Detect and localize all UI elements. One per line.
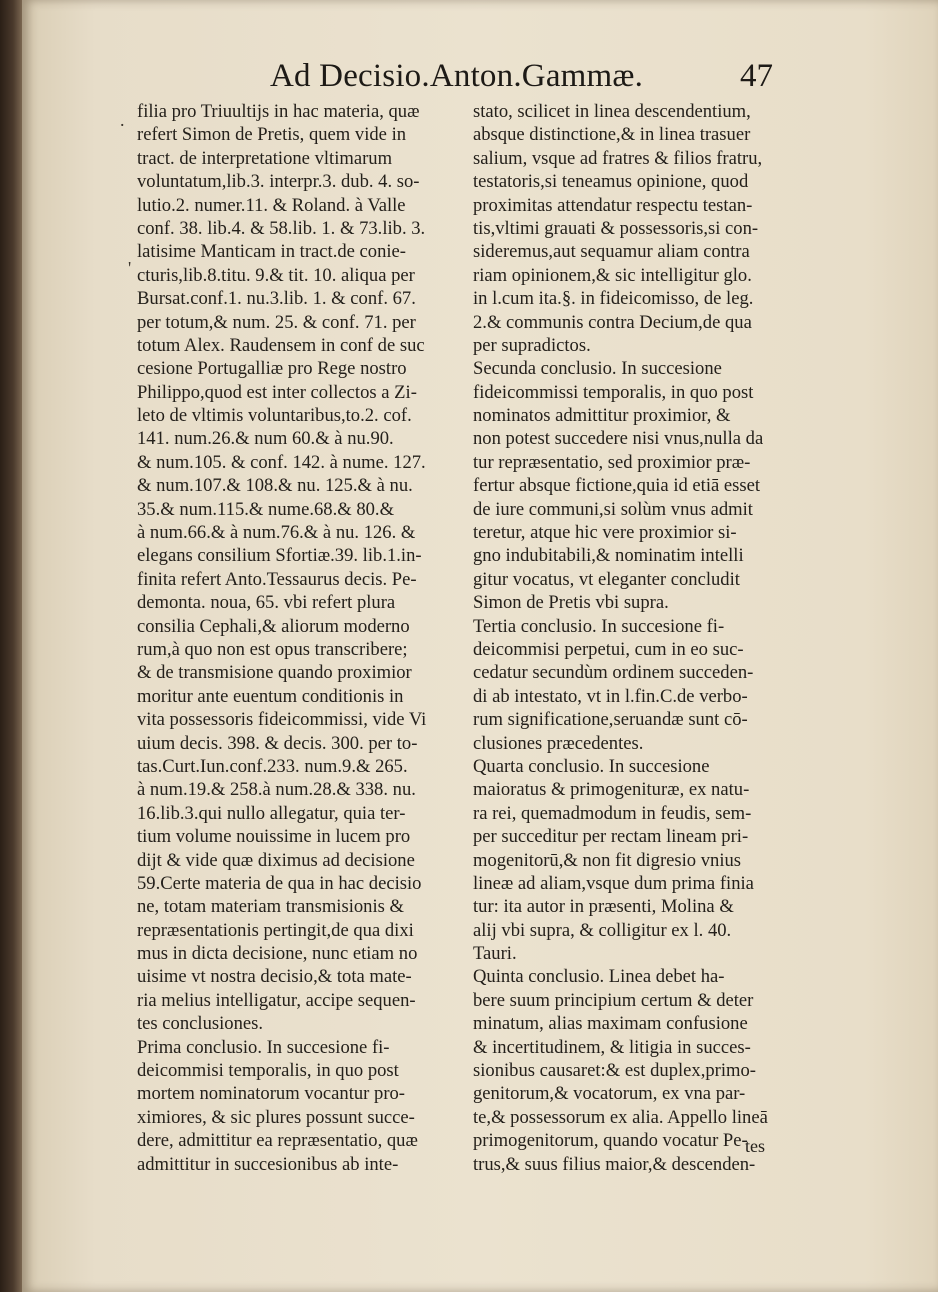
catchword: tes	[745, 1136, 765, 1156]
text-line: & num.105. & conf. 142. à nume. 127.	[137, 451, 426, 473]
text-line: admittitur in succesionibus ab inte-	[137, 1153, 399, 1175]
text-line: teretur, atque hic vere proximior si-	[473, 522, 737, 544]
text-line: tur repræsentatio, sed proximior præ-	[473, 451, 751, 473]
text-line: 35.& num.115.& nume.68.& 80.&	[137, 498, 395, 520]
text-line: per supradictos.	[473, 334, 591, 356]
text-line: repræsentationis pertingit,de qua dixi	[137, 919, 414, 941]
text-line: de iure communi,si solùm vnus admit	[473, 498, 753, 520]
text-line: filia pro Triuultijs in hac materia, quæ	[137, 101, 420, 122]
text-line: proximitas attendatur respectu testan-	[473, 194, 753, 216]
text-line: rum significatione,seruandæ sunt cō-	[473, 709, 748, 731]
text-line: bere suum principium certum & deter	[473, 989, 754, 1011]
text-line: ria melius intelligatur, accipe sequen-	[137, 989, 416, 1011]
text-line: sideremus,aut sequamur aliam contra	[473, 241, 750, 263]
text-line: 16.lib.3.qui nullo allegatur, quia ter-	[137, 802, 406, 824]
text-line: demonta. noua, 65. vbi refert plura	[137, 592, 396, 614]
text-line: latisime Manticam in tract.de conie-	[137, 241, 406, 263]
text-line: dere, admittitur ea repræsentatio, quæ	[137, 1130, 418, 1152]
text-line: dijt & vide quæ diximus ad decisione	[137, 849, 415, 871]
text-line: Bursat.conf.1. nu.3.lib. 1. & conf. 67.	[137, 288, 416, 310]
text-line: absque distinctione,& in linea trasuer	[473, 124, 751, 146]
text-line: tur: ita autor in præsenti, Molina &	[473, 896, 734, 918]
text-line: fideicommissi temporalis, in quo post	[473, 381, 754, 403]
text-line: ne, totam materiam transmisionis &	[137, 896, 404, 918]
text-line: per totum,& num. 25. & conf. 71. per	[137, 311, 416, 333]
text-line: 59.Certe materia de qua in hac decisio	[137, 872, 422, 894]
text-line: tas.Curt.Iun.conf.233. num.9.& 265.	[137, 755, 408, 777]
text-line: 2.& communis contra Decium,de qua	[473, 311, 752, 333]
text-line: alij vbi supra, & colligitur ex l. 40.	[473, 919, 732, 941]
text-line: clusiones præcedentes.	[473, 732, 644, 754]
text-line: te,& possessorum ex alia. Appello lineā	[473, 1106, 768, 1128]
book-spine	[0, 0, 22, 1292]
text-line: Quinta conclusio. Linea debet ha-	[473, 966, 725, 988]
text-line: lineæ ad aliam,vsque dum prima finia	[473, 872, 754, 894]
text-line: maioratus & primogenituræ, ex natu-	[473, 779, 750, 801]
text-line: tes conclusiones.	[137, 1013, 263, 1035]
text-line: voluntatum,lib.3. interpr.3. dub. 4. so-	[137, 171, 420, 193]
text-line: deicommisi temporalis, in quo post	[137, 1060, 399, 1082]
text-line: fertur absque fictione,quia id etiā esset	[473, 475, 761, 497]
text-line: Secunda conclusio. In succesione	[473, 358, 722, 380]
text-line: elegans consilium Sfortiæ.39. lib.1.in-	[137, 545, 422, 567]
text-line: primogenitorum, quando vocatur Pe-	[473, 1130, 748, 1152]
margin-mark: '	[128, 258, 132, 278]
text-line: uisime vt nostra decisio,& tota mate-	[137, 966, 412, 988]
text-line: tium volume nouissime in lucem pro	[137, 826, 411, 848]
text-line: tract. de interpretatione vltimarum	[137, 147, 393, 169]
margin-mark: .	[120, 110, 125, 130]
text-line: nominatos admittitur proximior, &	[473, 405, 731, 427]
running-title: Ad Decisio.Anton.Gammæ.	[270, 58, 644, 94]
text-line: gitur vocatus, vt eleganter concludit	[473, 568, 740, 590]
text-line: testatoris,si teneamus opinione, quod	[473, 171, 749, 193]
text-line: ximiores, & sic plures possunt succe-	[137, 1106, 415, 1128]
text-line: & num.107.& 108.& nu. 125.& à nu.	[137, 475, 413, 497]
text-line: genitorum,& vocatorum, ex vna par-	[473, 1083, 746, 1105]
text-line: Tertia conclusio. In succesione fi-	[473, 615, 725, 637]
text-line: vita possessoris fideicommissi, vide Vi	[137, 709, 427, 731]
text-line: ra rei, quemadmodum in feudis, sem-	[473, 802, 752, 824]
left-text-column	[137, 100, 457, 1176]
text-line: sionibus causaret:& est duplex,primo-	[473, 1060, 756, 1082]
text-line: lutio.2. numer.11. & Roland. à Valle	[137, 194, 406, 216]
text-line: 141. num.26.& num 60.& à nu.90.	[137, 428, 394, 450]
text-line: finita refert Anto.Tessaurus decis. Pe-	[137, 568, 417, 590]
text-line: moritur ante euentum conditionis in	[137, 685, 404, 707]
text-line: cesione Portugalliæ pro Rege nostro	[137, 358, 407, 380]
text-line: & incertitudinem, & litigia in succes-	[473, 1036, 751, 1058]
text-line: consilia Cephali,& aliorum moderno	[137, 615, 410, 637]
text-line: di ab intestato, vt in l.fin.C.de verbo-	[473, 685, 748, 707]
text-line: Simon de Pretis vbi supra.	[473, 592, 669, 614]
text-line: conf. 38. lib.4. & 58.lib. 1. & 73.lib. 3.	[137, 217, 426, 239]
text-line: Philippo,quod est inter collectos a Zi-	[137, 381, 417, 403]
text-line: à num.66.& à num.76.& à nu. 126. &	[137, 522, 416, 544]
page-number: 47	[740, 58, 773, 94]
text-line: mogenitorū,& non fit digresio vnius	[473, 849, 742, 871]
text-line: rum,à quo non est opus transcribere;	[137, 638, 408, 660]
right-text-column	[473, 100, 791, 1176]
text-line: in l.cum ita.§. in fideicomisso, de leg.	[473, 288, 754, 310]
text-line: tis,vltimi grauati & possessoris,si con-	[473, 217, 759, 239]
text-line: Prima conclusio. In succesione fi-	[137, 1036, 390, 1058]
text-line: mus in dicta decisione, nunc etiam no	[137, 943, 418, 965]
text-line: totum Alex. Raudensem in conf de suc	[137, 334, 425, 356]
text-line: mortem nominatorum vocantur pro-	[137, 1083, 405, 1105]
text-line: Tauri.	[473, 943, 517, 965]
text-line: per succeditur per rectam lineam pri-	[473, 826, 749, 848]
text-line: cturis,lib.8.titu. 9.& tit. 10. aliqua per	[137, 264, 415, 286]
text-line: stato, scilicet in linea descendentium,	[473, 101, 751, 122]
text-line: refert Simon de Pretis, quem vide in	[137, 124, 407, 146]
text-line: Quarta conclusio. In succesione	[473, 755, 710, 777]
text-line: leto de vltimis voluntaribus,to.2. cof.	[137, 405, 412, 427]
text-line: à num.19.& 258.à num.28.& 338. nu.	[137, 779, 416, 801]
text-line: cedatur secundùm ordinem succeden-	[473, 662, 754, 684]
text-line: non potest succedere nisi vnus,nulla da	[473, 428, 764, 450]
text-line: & de transmisione quando proximior	[137, 662, 412, 684]
text-line: deicommisi perpetui, cum in eo suc-	[473, 638, 744, 660]
text-line: trus,& suus filius maior,& descenden-	[473, 1153, 756, 1175]
text-line: uium decis. 398. & decis. 300. per to-	[137, 732, 418, 754]
text-line: gno indubitabili,& nominatim intelli	[473, 545, 744, 567]
text-line: minatum, alias maximam confusione	[473, 1013, 748, 1035]
text-line: riam opinionem,& sic intelligitur glo.	[473, 264, 752, 286]
text-line: salium, vsque ad fratres & filios fratru,	[473, 147, 763, 169]
